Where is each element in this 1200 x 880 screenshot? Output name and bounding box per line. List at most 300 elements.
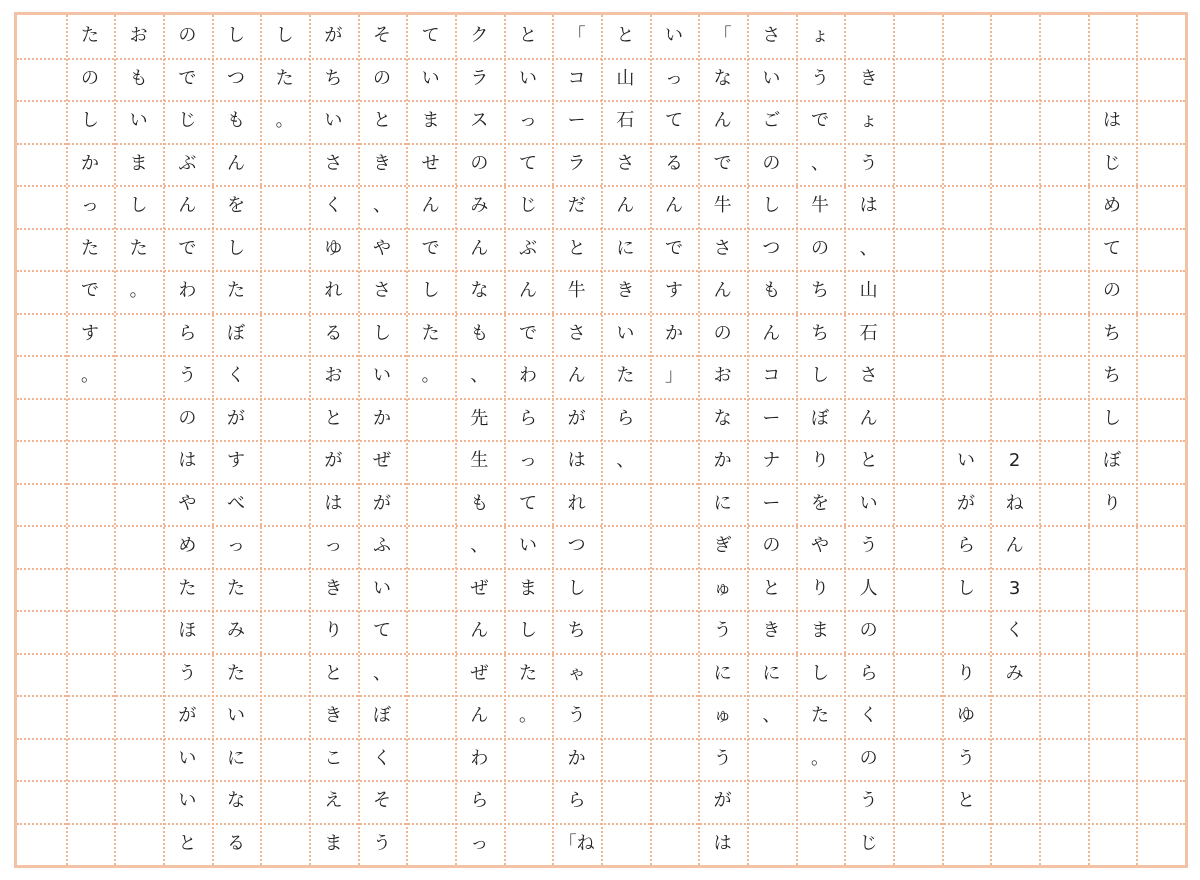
- grid-cell: も: [226, 110, 245, 132]
- grid-cell: [1088, 525, 1137, 568]
- grid-cell: っ: [518, 110, 537, 132]
- grid-cell: [1039, 440, 1088, 483]
- grid-cell: た: [226, 662, 245, 684]
- grid-cell: [1136, 398, 1185, 441]
- grid-cell: [942, 185, 991, 228]
- grid-cell: わ: [470, 747, 489, 769]
- grid-cell: [260, 695, 309, 738]
- grid-cell: ぜ: [470, 577, 489, 599]
- grid-cell: そ: [372, 790, 391, 812]
- grid-cell: ら: [859, 662, 878, 684]
- grid-cell: 山: [859, 280, 878, 302]
- grid-cell: 、: [372, 195, 391, 217]
- grid-cell: [1088, 15, 1137, 58]
- grid-cell: い: [762, 67, 781, 89]
- grid-cell: [1136, 483, 1185, 526]
- grid-cell: の: [713, 322, 732, 344]
- grid-cell: [942, 823, 991, 866]
- grid-cell: [1039, 100, 1088, 143]
- grid-cell: [990, 100, 1039, 143]
- grid-cell: [1088, 653, 1137, 696]
- grid-cell: [1136, 313, 1185, 356]
- manuscript-grid: [17, 15, 1185, 865]
- grid-cell: ゆ: [956, 705, 975, 727]
- grid-cell: 石: [616, 110, 635, 132]
- grid-cell: [66, 568, 115, 611]
- grid-cell: て: [518, 492, 537, 514]
- grid-cell: [942, 58, 991, 101]
- grid-cell: も: [129, 67, 148, 89]
- grid-cell: き: [324, 577, 343, 599]
- grid-cell: は: [1102, 110, 1121, 132]
- grid-cell: ん: [1005, 535, 1024, 557]
- grid-cell: [17, 355, 66, 398]
- grid-cell: [1136, 355, 1185, 398]
- grid-cell: [66, 823, 115, 866]
- grid-cell: [601, 738, 650, 781]
- grid-cell: や: [810, 535, 829, 557]
- grid-cell: [260, 780, 309, 823]
- grid-cell: [1136, 58, 1185, 101]
- grid-cell: で: [421, 237, 440, 259]
- grid-cell: [1136, 440, 1185, 483]
- grid-cell: [1136, 695, 1185, 738]
- grid-cell: [17, 483, 66, 526]
- grid-cell: が: [324, 25, 343, 47]
- grid-cell: [260, 738, 309, 781]
- grid-cell: [942, 313, 991, 356]
- grid-cell: の: [810, 237, 829, 259]
- grid-cell: [66, 653, 115, 696]
- grid-cell: て: [372, 620, 391, 642]
- grid-cell: い: [372, 577, 391, 599]
- grid-cell: [17, 58, 66, 101]
- grid-cell: [1136, 270, 1185, 313]
- grid-cell: か: [372, 407, 391, 429]
- grid-cell: し: [518, 620, 537, 642]
- grid-cell: じ: [859, 832, 878, 854]
- grid-cell: [1136, 653, 1185, 696]
- grid-cell: か: [80, 152, 99, 174]
- grid-cell: さ: [372, 280, 391, 302]
- grid-cell: ほ: [178, 620, 197, 642]
- grid-cell: わ: [178, 280, 197, 302]
- grid-cell: [990, 313, 1039, 356]
- grid-cell: [406, 738, 455, 781]
- grid-cell: [747, 823, 796, 866]
- grid-cell: う: [713, 620, 732, 642]
- grid-cell: コ: [762, 365, 781, 387]
- grid-cell: ラ: [470, 67, 489, 89]
- grid-cell: し: [226, 25, 245, 47]
- grid-cell: っ: [80, 195, 99, 217]
- grid-cell: た: [129, 237, 148, 259]
- grid-cell: [942, 143, 991, 186]
- grid-cell: た: [80, 25, 99, 47]
- grid-cell: り: [324, 620, 343, 642]
- grid-cell: [893, 398, 942, 441]
- grid-cell: た: [421, 322, 440, 344]
- grid-cell: [893, 185, 942, 228]
- grid-cell: な: [713, 407, 732, 429]
- grid-cell: て: [664, 110, 683, 132]
- grid-cell: す: [80, 322, 99, 344]
- grid-cell: [66, 780, 115, 823]
- grid-cell: [114, 823, 163, 866]
- grid-cell: [66, 738, 115, 781]
- grid-cell: ら: [567, 790, 586, 812]
- grid-cell: に: [762, 662, 781, 684]
- grid-cell: ラ: [567, 152, 586, 174]
- grid-cell: く: [372, 747, 391, 769]
- grid-cell: [893, 780, 942, 823]
- grid-cell: ら: [616, 407, 635, 429]
- grid-cell: さ: [567, 322, 586, 344]
- grid-cell: [601, 610, 650, 653]
- grid-cell: [942, 610, 991, 653]
- grid-cell: [1088, 695, 1137, 738]
- grid-cell: 。: [275, 110, 294, 132]
- grid-cell: こ: [324, 747, 343, 769]
- grid-cell: [893, 823, 942, 866]
- grid-cell: め: [1102, 195, 1121, 217]
- grid-cell: り: [810, 577, 829, 599]
- grid-cell: [1039, 398, 1088, 441]
- grid-cell: [1136, 568, 1185, 611]
- grid-cell: う: [859, 152, 878, 174]
- grid-cell: ま: [129, 152, 148, 174]
- grid-cell: ち: [567, 620, 586, 642]
- grid-cell: ま: [324, 832, 343, 854]
- grid-cell: [260, 313, 309, 356]
- grid-cell: た: [226, 280, 245, 302]
- grid-cell: 、: [810, 152, 829, 174]
- grid-cell: [942, 100, 991, 143]
- grid-cell: は: [324, 492, 343, 514]
- grid-cell: 牛: [567, 280, 586, 302]
- grid-cell: っ: [226, 535, 245, 557]
- grid-cell: [893, 100, 942, 143]
- grid-cell: き: [859, 67, 878, 89]
- grid-cell: [650, 483, 699, 526]
- grid-cell: ち: [810, 280, 829, 302]
- grid-cell: は: [859, 195, 878, 217]
- grid-cell: く: [226, 365, 245, 387]
- grid-cell: ん: [470, 705, 489, 727]
- grid-cell: [260, 610, 309, 653]
- grid-cell: し: [275, 25, 294, 47]
- grid-cell: ゅ: [713, 705, 732, 727]
- grid-cell: を: [226, 195, 245, 217]
- grid-cell: [1136, 185, 1185, 228]
- grid-cell: う: [178, 662, 197, 684]
- grid-cell: く: [859, 705, 878, 727]
- grid-cell: [990, 15, 1039, 58]
- grid-cell: [406, 653, 455, 696]
- grid-cell: [260, 568, 309, 611]
- grid-cell: お: [129, 25, 148, 47]
- grid-cell: の: [859, 620, 878, 642]
- grid-cell: [1136, 100, 1185, 143]
- grid-cell: [260, 483, 309, 526]
- grid-cell: と: [178, 832, 197, 854]
- grid-cell: は: [567, 450, 586, 472]
- grid-cell: と: [567, 237, 586, 259]
- grid-cell: [260, 823, 309, 866]
- grid-cell: [1039, 525, 1088, 568]
- grid-cell: た: [810, 705, 829, 727]
- grid-cell: [990, 355, 1039, 398]
- grid-cell: [990, 228, 1039, 271]
- grid-cell: し: [567, 577, 586, 599]
- grid-cell: の: [178, 25, 197, 47]
- grid-cell: ぼ: [372, 705, 391, 727]
- grid-cell: 」: [664, 365, 683, 387]
- grid-cell: を: [810, 492, 829, 514]
- grid-cell: [1088, 568, 1137, 611]
- grid-cell: ー: [567, 110, 586, 132]
- grid-cell: [260, 440, 309, 483]
- grid-cell: ぶ: [518, 237, 537, 259]
- grid-cell: っ: [664, 67, 683, 89]
- grid-cell: ん: [178, 195, 197, 217]
- grid-cell: [650, 568, 699, 611]
- grid-cell: に: [713, 662, 732, 684]
- grid-cell: [114, 780, 163, 823]
- grid-cell: ん: [470, 237, 489, 259]
- grid-cell: [114, 355, 163, 398]
- grid-cell: [504, 738, 553, 781]
- grid-cell: い: [372, 365, 391, 387]
- grid-cell: ま: [421, 110, 440, 132]
- grid-cell: [650, 653, 699, 696]
- grid-cell: さ: [762, 25, 781, 47]
- grid-cell: も: [762, 280, 781, 302]
- grid-cell: [893, 58, 942, 101]
- grid-cell: [796, 823, 845, 866]
- grid-cell: い: [129, 110, 148, 132]
- grid-cell: [844, 15, 893, 58]
- grid-cell: れ: [567, 492, 586, 514]
- grid-cell: た: [275, 67, 294, 89]
- grid-cell: [1039, 355, 1088, 398]
- grid-cell: 2: [1008, 450, 1021, 472]
- grid-cell: ゃ: [567, 662, 586, 684]
- grid-cell: の: [80, 67, 99, 89]
- grid-cell: っ: [470, 832, 489, 854]
- grid-cell: さ: [616, 152, 635, 174]
- grid-cell: [1136, 525, 1185, 568]
- grid-cell: 、: [616, 450, 635, 472]
- grid-cell: [1088, 780, 1137, 823]
- grid-cell: で: [178, 67, 197, 89]
- grid-cell: [17, 228, 66, 271]
- grid-cell: [260, 653, 309, 696]
- grid-cell: の: [470, 152, 489, 174]
- grid-cell: て: [518, 152, 537, 174]
- grid-cell: [406, 780, 455, 823]
- grid-cell: [1039, 483, 1088, 526]
- grid-cell: い: [178, 747, 197, 769]
- grid-cell: う: [178, 365, 197, 387]
- grid-cell: も: [470, 322, 489, 344]
- grid-cell: み: [470, 195, 489, 217]
- grid-cell: 「: [713, 25, 732, 47]
- grid-cell: か: [664, 322, 683, 344]
- grid-cell: う: [567, 705, 586, 727]
- grid-cell: ー: [762, 407, 781, 429]
- grid-cell: ぼ: [1102, 450, 1121, 472]
- grid-cell: [406, 525, 455, 568]
- grid-cell: [114, 313, 163, 356]
- grid-cell: [1039, 695, 1088, 738]
- grid-cell: [893, 525, 942, 568]
- grid-cell: い: [616, 322, 635, 344]
- grid-cell: [990, 270, 1039, 313]
- grid-cell: [406, 610, 455, 653]
- grid-cell: [406, 823, 455, 866]
- grid-cell: [260, 143, 309, 186]
- grid-cell: に: [616, 237, 635, 259]
- grid-cell: の: [1102, 280, 1121, 302]
- grid-cell: [650, 610, 699, 653]
- grid-cell: [406, 440, 455, 483]
- grid-cell: [990, 823, 1039, 866]
- grid-cell: ん: [762, 322, 781, 344]
- grid-cell: [650, 695, 699, 738]
- grid-cell: [17, 653, 66, 696]
- grid-cell: と: [372, 110, 391, 132]
- grid-cell: が: [372, 492, 391, 514]
- grid-cell: が: [226, 407, 245, 429]
- grid-cell: 「: [567, 25, 586, 47]
- grid-cell: し: [129, 195, 148, 217]
- grid-cell: で: [713, 152, 732, 174]
- grid-cell: ん: [616, 195, 635, 217]
- grid-cell: ご: [762, 110, 781, 132]
- grid-cell: し: [810, 365, 829, 387]
- grid-cell: や: [372, 237, 391, 259]
- grid-cell: う: [956, 747, 975, 769]
- grid-cell: [114, 568, 163, 611]
- grid-cell: の: [762, 152, 781, 174]
- grid-cell: つ: [762, 237, 781, 259]
- grid-cell: [1039, 780, 1088, 823]
- grid-cell: [942, 355, 991, 398]
- grid-cell: み: [1005, 662, 1024, 684]
- grid-cell: [1039, 823, 1088, 866]
- grid-cell: [1088, 823, 1137, 866]
- grid-cell: [17, 270, 66, 313]
- grid-cell: し: [956, 577, 975, 599]
- grid-cell: [114, 398, 163, 441]
- grid-cell: [893, 483, 942, 526]
- grid-cell: わ: [518, 365, 537, 387]
- grid-cell: [260, 270, 309, 313]
- grid-cell: [893, 355, 942, 398]
- grid-cell: [990, 695, 1039, 738]
- grid-cell: [990, 185, 1039, 228]
- grid-cell: る: [324, 322, 343, 344]
- grid-cell: い: [956, 450, 975, 472]
- grid-cell: ナ: [762, 450, 781, 472]
- genkou-sheet: [14, 12, 1188, 868]
- grid-cell: ぼ: [226, 322, 245, 344]
- grid-cell: [66, 398, 115, 441]
- grid-cell: と: [859, 450, 878, 472]
- grid-cell: と: [616, 25, 635, 47]
- grid-cell: [406, 568, 455, 611]
- grid-cell: [114, 695, 163, 738]
- grid-cell: い: [324, 110, 343, 132]
- grid-cell: ぜ: [470, 662, 489, 684]
- grid-cell: な: [470, 280, 489, 302]
- grid-cell: が: [956, 492, 975, 514]
- grid-cell: ち: [1102, 365, 1121, 387]
- grid-cell: や: [178, 492, 197, 514]
- grid-cell: で: [80, 280, 99, 302]
- grid-cell: ま: [810, 620, 829, 642]
- grid-cell: [17, 610, 66, 653]
- grid-cell: ん: [664, 195, 683, 217]
- grid-cell: [893, 270, 942, 313]
- grid-cell: [893, 610, 942, 653]
- grid-cell: し: [226, 237, 245, 259]
- grid-cell: に: [713, 492, 732, 514]
- grid-cell: [406, 483, 455, 526]
- grid-cell: ゆ: [324, 237, 343, 259]
- grid-cell: き: [616, 280, 635, 302]
- grid-cell: の: [859, 747, 878, 769]
- grid-cell: [114, 610, 163, 653]
- grid-cell: き: [324, 705, 343, 727]
- grid-cell: お: [324, 365, 343, 387]
- grid-cell: ん: [518, 280, 537, 302]
- grid-cell: [650, 525, 699, 568]
- grid-cell: [650, 398, 699, 441]
- grid-cell: [650, 780, 699, 823]
- grid-cell: [893, 738, 942, 781]
- grid-cell: く: [324, 195, 343, 217]
- grid-cell: ょ: [859, 110, 878, 132]
- grid-cell: っ: [324, 535, 343, 557]
- grid-cell: [601, 695, 650, 738]
- grid-cell: [66, 440, 115, 483]
- grid-cell: い: [859, 492, 878, 514]
- grid-cell: [893, 228, 942, 271]
- grid-cell: [893, 653, 942, 696]
- grid-cell: の: [762, 535, 781, 557]
- grid-cell: [17, 823, 66, 866]
- grid-cell: [1039, 143, 1088, 186]
- grid-cell: し: [1102, 407, 1121, 429]
- grid-cell: り: [1102, 492, 1121, 514]
- grid-cell: ん: [226, 152, 245, 174]
- grid-cell: ぎ: [713, 535, 732, 557]
- grid-cell: う: [859, 535, 878, 557]
- grid-cell: ゅ: [713, 577, 732, 599]
- grid-cell: [17, 100, 66, 143]
- grid-cell: [114, 483, 163, 526]
- grid-cell: 生: [470, 450, 489, 472]
- grid-cell: は: [178, 450, 197, 472]
- grid-cell: し: [762, 195, 781, 217]
- grid-cell: う: [859, 790, 878, 812]
- grid-cell: ー: [762, 492, 781, 514]
- grid-cell: ょ: [810, 25, 829, 47]
- grid-cell: は: [713, 832, 732, 854]
- grid-cell: じ: [178, 110, 197, 132]
